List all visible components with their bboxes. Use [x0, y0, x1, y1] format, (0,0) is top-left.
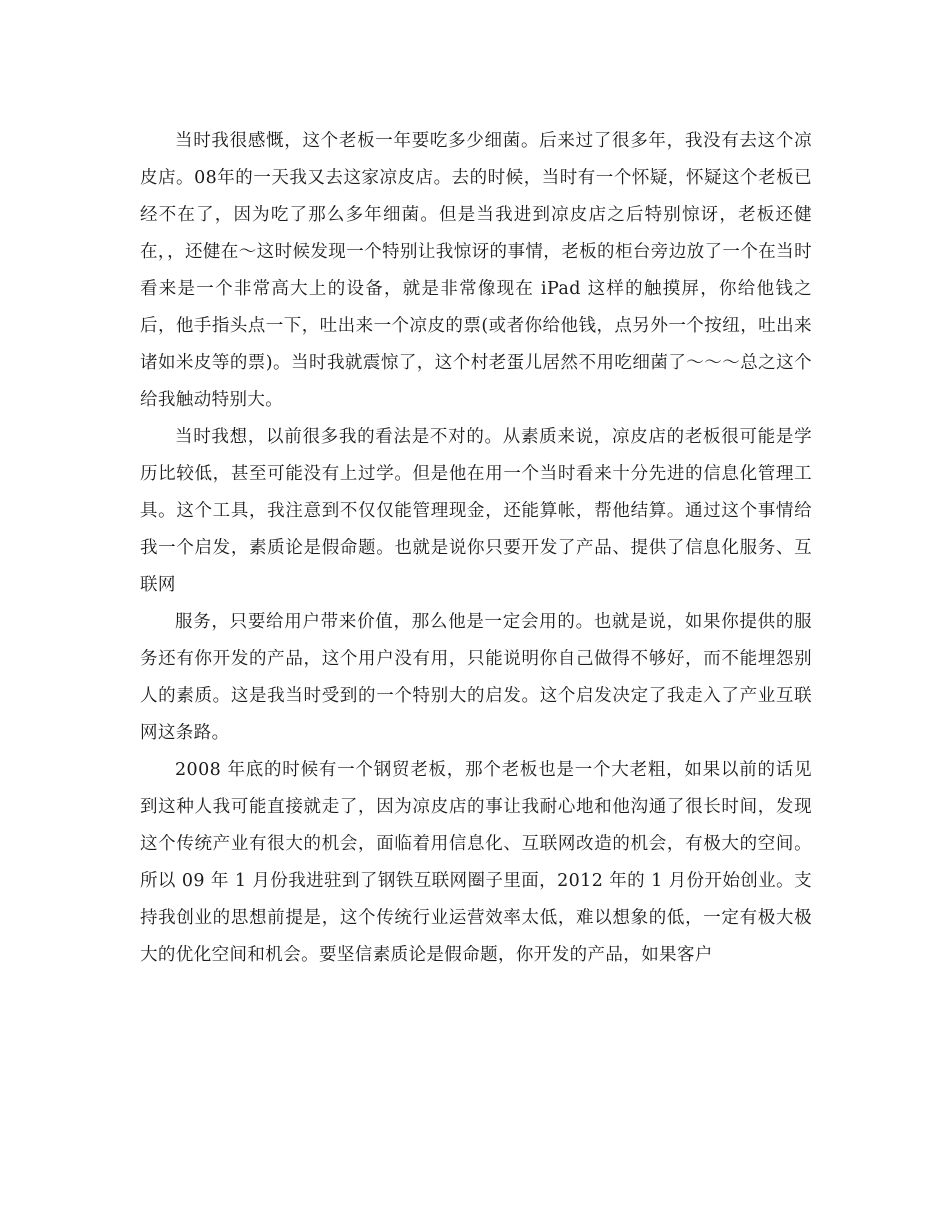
paragraph-1: 当时我很感慨，这个老板一年要吃多少细菌。后来过了很多年，我没有去这个凉皮店。08年的一天我又去这家凉皮店。去的时候，当时有一个怀疑，怀疑这个老板已经不在了，因为吃了那么多年细菌。但是当我进到凉皮店之后特别惊讶，老板还健在，，还健在～这时候发现一个特别让我惊讶的事情，老板的柜台旁边放了一个在当时看来是一个非常高大上的设备，就是非常像现在 iPad 这样的触摸屏，你给他钱之后，他手指头点一下，吐出来一个凉皮的票(或者你给他钱，点另外一个按纽，吐出来诸如米皮等的票)。当时我就震惊了，这个村老蛋儿居然不用吃细菌了～～～总之这个给我触动特别大。 [140, 131, 812, 410]
paragraph-2: 当时我想，以前很多我的看法是不对的。从素质来说，凉皮店的老板很可能是学历比较低，甚至可能没有上过学。但是他在用一个当时看来十分先进的信息化管理工具。这个工具，我注意到不仅仅能管理现金，还能算帐，帮他结算。通过这个事情给我一个启发，素质论是假命题。也就是说你只要开发了产品、提供了信息化服务、互联网 [140, 427, 812, 595]
paragraph-3: 服务，只要给用户带来价值，那么他是一定会用的。也就是说，如果你提供的服务还有你开发的产品，这个用户没有用，只能说明你自己做得不够好，而不能埋怨别人的素质。这是我当时受到的一个特别大的启发。这个启发决定了我走入了产业互联网这条路。 [140, 612, 812, 743]
paragraph-4: 2008 年底的时候有一个钢贸老板，那个老板也是一个大老粗，如果以前的话见到这种人我可能直接就走了，因为凉皮店的事让我耐心地和他沟通了很长时间，发现这个传统产业有很大的机会，面临着用信息化、互联网改造的机会，有极大的空间。所以 09 年 1 月份我进驻到了钢铁互联网圈子里面，2012 年的 1 月份开始创业。支持我创业的思想前提是，这个传统行业运营效率太低，难以想象的低，一定有极大极大的优化空间和机会。要坚信素质论是假命题，你开发的产品，如果客户 [140, 760, 812, 965]
document-body [140, 123, 812, 974]
